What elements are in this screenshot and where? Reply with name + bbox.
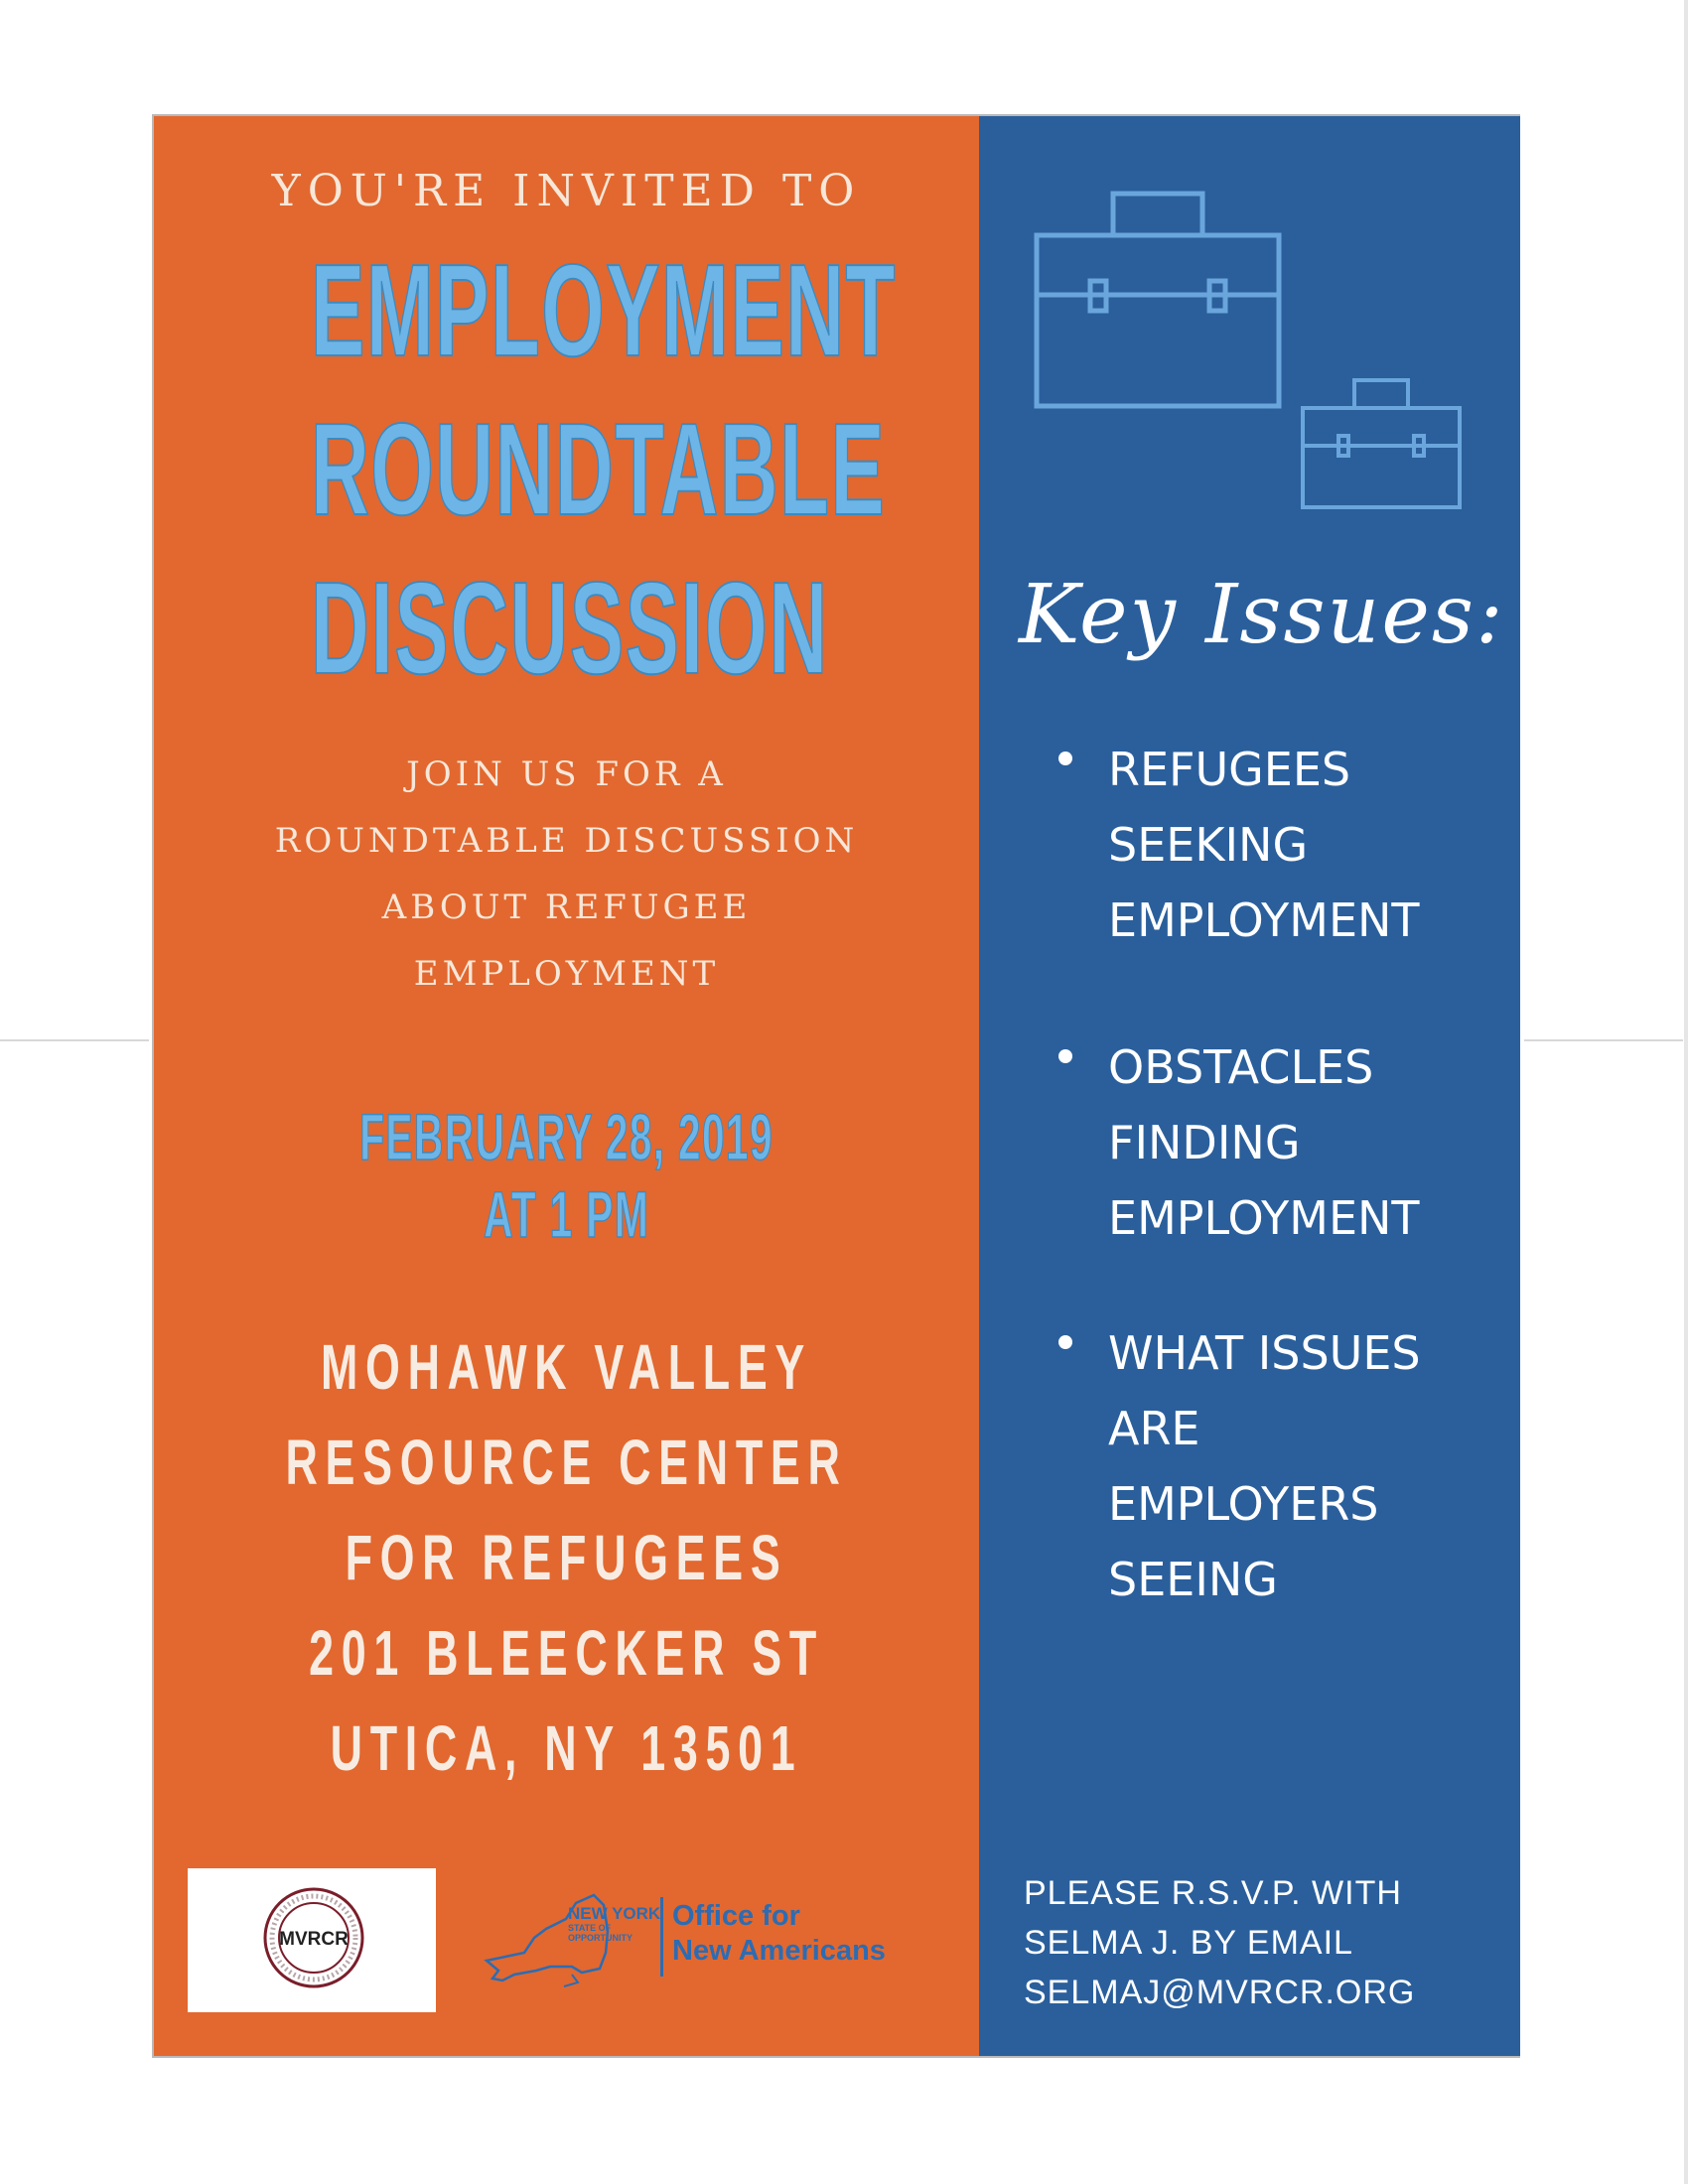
key-issue-line: EMPLOYMENT <box>1108 893 1420 947</box>
intro-text <box>154 742 979 1008</box>
nys-line: NEW YORK <box>568 1904 661 1923</box>
intro-line: ROUNDTABLE DISCUSSION <box>274 821 859 861</box>
rsvp-text <box>1024 1868 1415 2017</box>
office-for-new-americans-text <box>672 1899 886 1969</box>
office-line: Office for <box>672 1900 800 1932</box>
key-issue-line: SEEING <box>1108 1553 1278 1606</box>
title-line: DISCUSSION <box>310 555 829 701</box>
scan-edge <box>1684 0 1688 2184</box>
key-issues-heading: Key Issues: <box>1019 568 1505 662</box>
rsvp-line: SELMA J. BY EMAIL <box>1024 1924 1353 1962</box>
intro-line: EMPLOYMENT <box>413 954 720 994</box>
rsvp-email: SELMAJ@MVRCR.ORG <box>1024 1974 1416 2011</box>
venue-line: UTICA, NY 13501 <box>330 1712 803 1784</box>
event-flyer <box>152 114 1520 2058</box>
briefcase-icon <box>1029 186 1287 414</box>
left-panel <box>154 116 979 2056</box>
key-issue-line: ARE <box>1108 1402 1200 1455</box>
key-issue-text <box>1108 1315 1421 1617</box>
scan-artifact-line <box>0 1039 149 1041</box>
key-issue-line: FINDING <box>1108 1116 1301 1169</box>
title-line: EMPLOYMENT <box>310 237 897 383</box>
bullet-icon <box>1058 1335 1072 1349</box>
invited-text: YOU'RE INVITED TO <box>271 166 862 216</box>
venue-line: RESOURCE CENTER <box>285 1427 848 1498</box>
key-issue-line: EMPLOYERS <box>1108 1477 1379 1531</box>
nys-wordmark <box>568 1905 660 1943</box>
nys-line: OPPORTUNITY <box>568 1933 633 1943</box>
bullet-icon <box>1058 1049 1072 1063</box>
intro-line: JOIN US FOR A <box>406 754 727 794</box>
key-issue-line: SEEKING <box>1108 818 1309 872</box>
rsvp-line: PLEASE R.S.V.P. WITH <box>1024 1874 1402 1912</box>
venue-line: 201 BLEECKER ST <box>309 1617 824 1689</box>
scan-artifact-line <box>1524 1039 1683 1041</box>
event-time: AT 1 PM <box>483 1177 650 1251</box>
title-line: ROUNDTABLE <box>310 396 887 542</box>
intro-line: ABOUT REFUGEE <box>381 887 752 927</box>
key-issue-line: REFUGEES <box>1108 743 1351 796</box>
key-issue-line: OBSTACLES <box>1108 1040 1374 1094</box>
event-date: FEBRUARY 28, 2019 <box>359 1100 774 1173</box>
key-issue-text <box>1108 732 1420 958</box>
briefcase-icon <box>1297 374 1466 513</box>
venue-line: MOHAWK VALLEY <box>321 1331 812 1403</box>
key-issue-line: EMPLOYMENT <box>1108 1191 1420 1245</box>
office-line: New Americans <box>672 1935 886 1967</box>
venue-line: FOR REFUGEES <box>345 1522 788 1593</box>
venue-address <box>154 1319 979 1796</box>
mvrcr-logo <box>188 1868 436 2012</box>
bullet-icon <box>1058 751 1072 765</box>
nys-line: STATE OF <box>568 1923 612 1933</box>
logo-divider <box>660 1897 663 1977</box>
mvrcr-seal-text: MVRCR <box>279 1929 349 1950</box>
nys-office-for-new-americans-logo <box>477 1883 923 1992</box>
right-panel <box>979 116 1520 2056</box>
key-issue-text <box>1108 1029 1420 1256</box>
key-issue-line: WHAT ISSUES <box>1108 1326 1421 1380</box>
mvrcr-seal-icon <box>262 1886 365 1989</box>
